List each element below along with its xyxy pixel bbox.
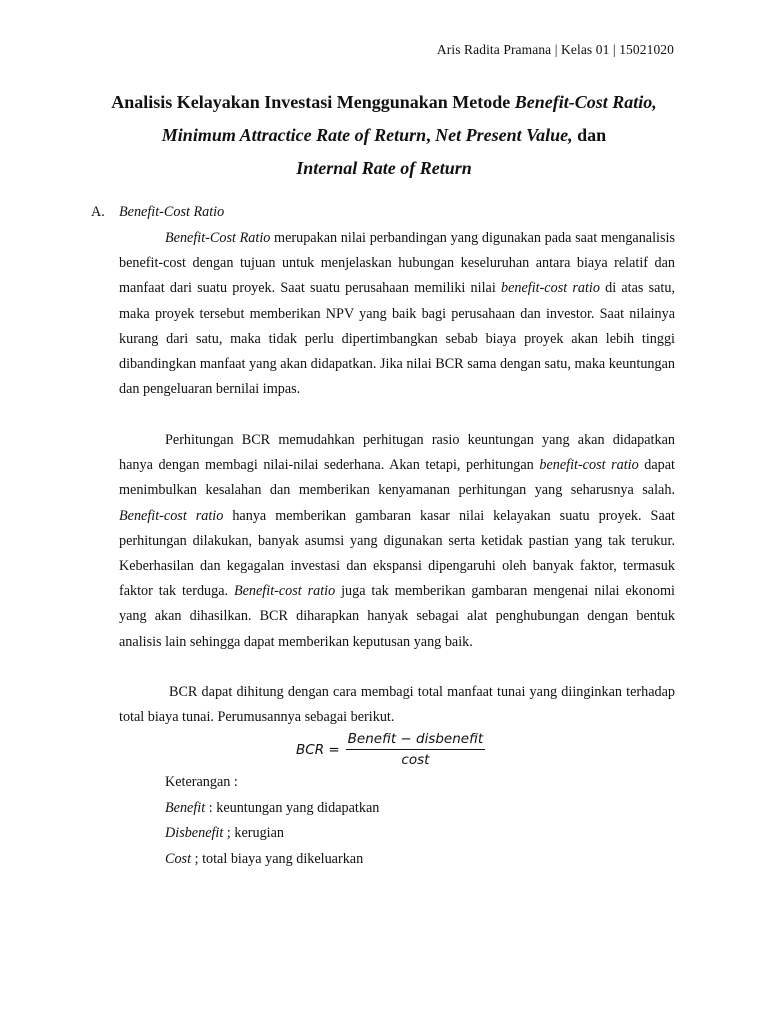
note-benefit-desc: : keuntungan yang didapatkan [205,799,380,816]
title-line-2 [80,119,688,152]
p1-term-2: benefit-cost ratio [500,280,600,297]
title-line-1 [80,86,688,119]
p2-term-3: Benefit-cost ratio [233,583,336,600]
formula-denominator: cost [401,752,430,768]
running-header: Aris Radita Pramana | Kelas 01 | 15021020 [436,42,674,57]
note-cost [165,847,379,873]
note-cost-desc: ; total biaya yang dikeluarkan [191,850,364,867]
title-line-1-italic: Benefit-Cost Ratio, [514,92,657,112]
p2-text-4: juga tak memberikan gambaran mengenai nilai ekonomi yang akan dihasilkan. BCR diharapkan hanyak sebagai alat penghubungan dengan bentuk analisis lain sehingga dapat memberikan keputusan yang baik. [119,583,675,650]
paragraph-1 [119,226,675,402]
p1-text-2: di atas satu, maka proyek tersebut memberikan NPV yang baik bagi perusahaan dan investor. Saat nilainya kurang dari satu, maka tidak perlu dipertimbangkan sebab biaya proyek akan lebih tinggi dibandingkan manfaat yang akan didapatkan. Jika nilai BCR sama dengan satu, maka keuntungan dan pengeluaran bernilai impas. [119,280,675,398]
note-disbenefit-desc: ; kerugian [223,825,284,841]
p2-text-2: dapat menimbulkan kesalahan dan memberikan kenyamanan perhitungan yang seharusnya salah. [119,457,675,499]
p2-term-1: benefit-cost ratio [539,457,639,474]
note-benefit-term: Benefit [165,799,206,816]
p1-text-1: merupakan nilai perbandingan yang digunakan pada saat menganalisis benefit-cost dengan tujuan untuk menjelaskan hubungan keseluruhan antara biaya relatif dan manfaat dari suatu proyek. Saat suatu perusahaan memiliki nilai [119,230,675,297]
paragraph-2 [119,428,675,655]
title-line-2-italic-a: Minimum Attractice Rate of Return [161,125,427,145]
title-line-2-sep: , [426,125,436,145]
section-heading-text: Benefit-Cost Ratio [119,204,225,220]
note-disbenefit [165,821,379,847]
p2-text-1: Perhitungan BCR memudahkan perhitugan rasio keuntungan yang akan didapatkan hanya dengan membagi nilai-nilai sederhana. Akan tetapi, perhitungan [119,432,675,474]
bcr-formula [296,731,485,768]
p1-term-1: Benefit-Cost Ratio [165,230,271,246]
title-line-3-italic: Internal Rate of Return [296,158,472,178]
formula-numerator: Benefit − disbenefit [346,731,485,750]
document-title [80,86,688,185]
formula-lhs: BCR = [296,741,340,758]
notes-heading: Keterangan : [165,774,238,790]
paragraph-3 [119,680,675,730]
formula-fraction [346,731,485,768]
p3-text: BCR dapat dihitung dengan cara membagi total manfaat tunai yang diinginkan terhadap total biaya tunai. Perumusannya sebagai berikut. [119,684,675,726]
title-line-2-italic-b: Net Present Value, [435,125,573,145]
p2-term-2: Benefit-cost ratio [119,507,224,524]
title-line-1-plain: Analisis Kelayakan Investasi Menggunakan Metode [111,92,515,112]
p2-text-3: hanya memberikan gambaran kasar nilai kelayakan suatu proyek. Saat perhitungan dilakukan, banyak asumsi yang digunakan serta ketidak pastian yang tak terukur. Keberhasilan dan kegagalan investasi dan ekspansi dipengaruhi oleh banyak faktor, termasuk faktor tak terduga. [119,507,675,600]
title-line-3 [80,152,688,185]
section-marker: A. [91,204,105,220]
section-heading-a [91,204,224,221]
note-disbenefit-term: Disbenefit [165,825,224,841]
title-line-2-plain: dan [572,125,607,145]
note-cost-term: Cost [165,850,192,867]
note-benefit [165,796,379,822]
formula-notes [165,770,379,872]
